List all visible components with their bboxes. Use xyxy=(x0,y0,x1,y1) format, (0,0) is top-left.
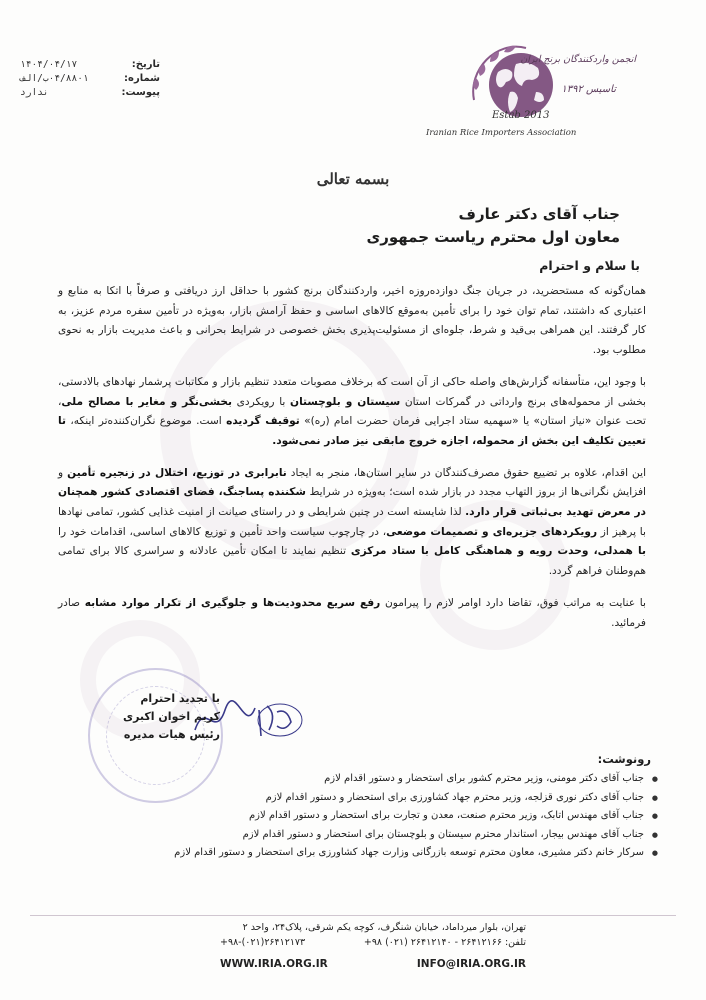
text-run: با رویکردی xyxy=(231,395,291,408)
association-name-en: Iranian Rice Importers Association xyxy=(426,128,577,138)
recipient-block xyxy=(366,205,620,246)
bold-run: نابرابری در توزیع، اختلال در زنجیره تأمین xyxy=(67,466,287,479)
signer-name: کریم اخوان اکبری xyxy=(123,710,220,723)
cc-title: رونوشت: xyxy=(597,752,651,766)
footer-fax: +۹۸-(۰۲۱)۲۶۴۱۲۱۷۳ xyxy=(220,937,306,948)
signer-position: رئیس هیات مدیره xyxy=(123,728,220,741)
paragraph-1 xyxy=(58,282,646,361)
attachment-value: ندارد xyxy=(20,87,49,98)
text-run: صادر فرمائید. xyxy=(58,596,646,629)
cc-item: ● جناب آقای دکتر مومنی، وزیر محترم کشور برای استحضار و دستور اقدام لازم xyxy=(174,770,658,789)
association-name-fa: انجمن واردکنندگان برنج ایران xyxy=(520,54,636,65)
date-value: ۱۴۰۴/۰۴/۱۷ xyxy=(20,59,78,70)
footer-phone: تلفن: ۲۶۴۱۲۱۶۶ - ۲۶۴۱۲۱۴۰ (۰۲۱) ۹۸+ xyxy=(363,937,526,948)
attachment-row xyxy=(20,86,160,100)
recipient-name: جناب آقای دکتر عارف xyxy=(458,205,620,223)
number-value: ۰۴/۸۸۰۱ب/الف xyxy=(20,73,89,84)
number-row xyxy=(20,72,160,86)
text-run: ، در چارچوب سیاست واحد تأمین و توزیع کالاهای اساسی، اقدامات خود را xyxy=(58,525,387,538)
bold-run: رفع سریع محدودیت‌ها و جلوگیری از تکرار موارد مشابه xyxy=(84,596,381,609)
bold-run: رویکردهای جزیره‌ای و تصمیمات موضعی xyxy=(386,525,598,538)
text-run: با وجود این، متأسفانه گزارش‌های واصله حاکی از آن است که برخلاف مصوبات متعدد تنظیم بازار و مکاتبات پرشمار نهادهای بالادستی، بخشی از محموله‌های برنج وارداتی در گمرکات استان xyxy=(58,375,646,408)
cc-list xyxy=(174,770,658,863)
text-run: ، تحت عنوان «نیاز استان» یا «سهمیه ستاد اجرایی فرمان حضرت امام (ره)» xyxy=(58,395,646,428)
paragraph-2 xyxy=(58,373,646,452)
text-run: با عنایت به مراتب فوق، تقاضا دارد اوامر لازم را پیرامون xyxy=(380,596,646,609)
paragraph-3 xyxy=(58,464,646,582)
bold-run: توقیف گردیده xyxy=(226,415,300,428)
bold-run: سیستان و بلوچستان xyxy=(290,395,401,408)
date-label: تاریخ: xyxy=(131,59,160,70)
letter-meta xyxy=(20,58,160,100)
footer-website-link[interactable]: WWW.IRIA.ORG.IR xyxy=(220,958,328,970)
cc-item: ● جناب آقای مهندس بیجار، استاندار محترم سیستان و بلوچستان برای استحضار و دستور اقدام لازم xyxy=(174,826,658,845)
paragraph-1-text: همان‌گونه که مستحضرید، در جریان جنگ دوازده‌روزه اخیر، واردکنندگان برنج کشور با حداقل ارز دریافتی و صرفاً با اتکا به منابع و اعتباری که داشتند، تمام توان خود را برای تأمین به‌موقع کالاهای اساسی و حفظ آرامش بازار، به‌ویژه در تأمین سفره مردم عزیز، به کار گرفتند. این همراهی بی‌قید و شرط، جلوه‌ای از مسئولیت‌پذیری بخش خصوصی در شرایط بحرانی و باعث مدیریت بازار به نحوی مطلوب بود. xyxy=(58,285,646,357)
cc-item: ● جناب آقای دکتر نوری قزلجه، وزیر محترم جهاد کشاورزی برای استحضار و دستور اقدام لازم xyxy=(174,789,658,808)
bold-run: تا تعیین تکلیف این بخش از محموله، اجازه خروج مابقی نیز صادر نمی‌شود. xyxy=(58,415,646,447)
text-run: است. موضوع نگران‌کننده‌تر اینکه، xyxy=(65,415,227,428)
bold-run: بخشی‌نگر و مغایر با مصالح ملی xyxy=(61,395,232,408)
cc-item: ● جناب آقای مهندس اتابک، وزیر محترم صنعت، معدن و تجارت برای استحضار و دستور اقدام لازم xyxy=(174,807,658,826)
text-run: تنظیم نمایند تا امکان تأمین عادلانه و سراسری کالا برای تمامی هم‌وطنان فراهم گردد. xyxy=(58,545,646,578)
attachment-label: پیوست: xyxy=(121,87,160,98)
text-run: این اقدام، علاوه بر تضییع حقوق مصرف‌کنندگان در سایر استان‌ها، منجر به ایجاد xyxy=(286,466,647,479)
number-label: شماره: xyxy=(124,73,160,84)
invocation-heading: بسمه تعالی xyxy=(316,170,390,188)
cc-item: ● سرکار خانم دکتر مشیری، معاون محترم توسعه بازرگانی وزارت جهاد کشاورزی برای استحضار و دستور اقدام لازم xyxy=(174,844,658,863)
association-logo xyxy=(426,30,676,160)
date-row xyxy=(20,58,160,72)
footer-divider xyxy=(30,915,676,916)
text-run: لذا شایسته است در چنین شرایطی و در راستای صیانت از امنیت غذایی کشور، تمامی نهادها با پرهیز از xyxy=(58,506,646,538)
text-run: و افزایش نگرانی‌ها از بروز التهاب مجدد در بازار شده است؛ به‌ویژه در شرایط xyxy=(58,466,647,499)
recipient-title: معاون اول محترم ریاست جمهوری xyxy=(366,228,620,246)
bold-run: با همدلی، وحدت رویه و هماهنگی کامل با ستاد مرکزی xyxy=(350,545,646,558)
footer-email-link[interactable]: INFO@IRIA.ORG.IR xyxy=(416,958,526,970)
footer-address: تهران، بلوار میرداماد، خیابان شنگرف، کوچه یکم شرقی، پلاک۲۴، واحد ۲ xyxy=(242,922,526,933)
closing-line: با تجدید احترام xyxy=(140,692,220,705)
bold-run: شکننده پساجنگ، فضای اقتصادی کشور همچنان در معرض تهدید بی‌ثباتی قرار دارد. xyxy=(58,486,646,519)
signature-block xyxy=(90,690,220,744)
established-date-fa: تاسیس ۱۳۹۲ xyxy=(561,84,616,95)
established-en: Estab 2013 xyxy=(492,110,550,121)
letter-body xyxy=(58,282,646,645)
greeting: با سلام و احترام xyxy=(539,258,640,273)
paragraph-4 xyxy=(58,594,646,633)
